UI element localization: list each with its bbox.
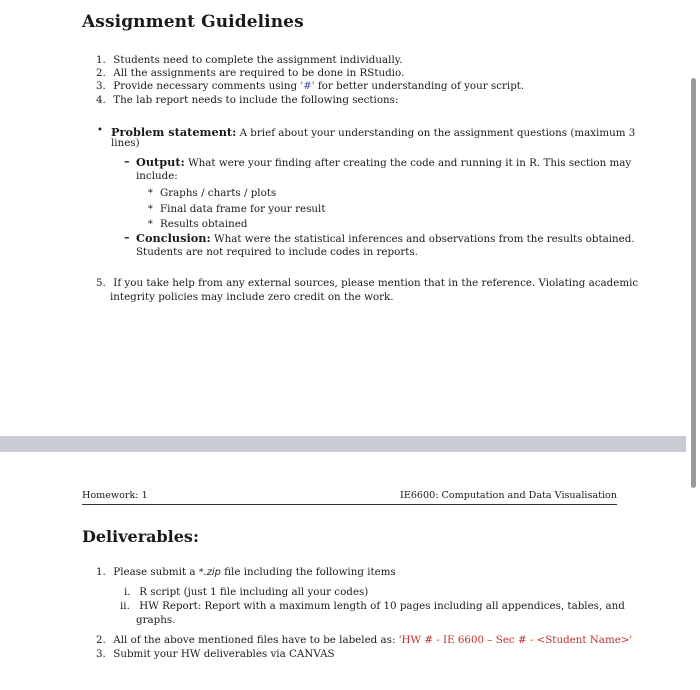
header-course: IE6600: Computation and Data Visualisation — [400, 490, 617, 501]
list-item-cont: integrity policies may include zero credit on the work. — [110, 291, 394, 303]
problem-statement-cont: lines) — [111, 137, 140, 149]
conclusion-section-cont: Students are not required to include codes in reports. — [136, 246, 418, 258]
sub-list-item-cont: graphs. — [136, 614, 176, 626]
sub-list-item: ii. HW Report: Report with a maximum length of 10 pages including all appendices, tables, and — [120, 600, 625, 612]
asterisk-icon: ∗ — [147, 186, 154, 197]
problem-statement: Problem statement: A brief about your understanding on the assignment questions (maximum 3 — [111, 125, 636, 139]
dash-icon: – — [124, 231, 130, 244]
scrollbar-thumb[interactable] — [691, 78, 696, 488]
page-separator — [0, 436, 700, 452]
page-title: Assignment Guidelines — [82, 12, 304, 32]
header-homework: Homework: 1 — [82, 490, 148, 501]
list-item: 2. All of the above mentioned files have to be labeled as: 'HW # - IE 6600 – Sec # - <Student Name>' — [96, 634, 633, 646]
output-item: Graphs / charts / plots — [160, 187, 277, 199]
output-section-cont: include: — [136, 170, 178, 182]
output-section: Output: What were your finding after creating the code and running it in R. This section may — [136, 155, 632, 169]
dash-icon: – — [124, 155, 130, 168]
asterisk-icon: ∗ — [147, 202, 154, 213]
list-item: 5. If you take help from any external sources, please mention that in the reference. Violating academic — [96, 277, 639, 289]
bullet-icon: • — [97, 125, 103, 136]
list-item: 1. Students need to complete the assignment individually. — [96, 54, 403, 66]
running-header — [82, 490, 617, 505]
list-item: 3. Provide necessary comments using '#' for better understanding of your script. — [96, 80, 525, 92]
section-title: Deliverables: — [82, 527, 199, 546]
conclusion-section: Conclusion: What were the statistical inferences and observations from the results obtained. — [136, 231, 635, 245]
output-item: Results obtained — [160, 218, 248, 230]
list-item: 4. The lab report needs to include the following sections: — [96, 94, 399, 106]
scrollbar[interactable] — [686, 0, 700, 690]
list-item: 1. Please submit a *.zip file including the following items — [96, 566, 396, 578]
list-item: 2. All the assignments are required to be done in RStudio. — [96, 67, 405, 79]
list-item: 3. Submit your HW deliverables via CANVAS — [96, 648, 335, 660]
output-item: Final data frame for your result — [160, 203, 326, 215]
asterisk-icon: ∗ — [147, 217, 154, 228]
sub-list-item: i. R script (just 1 file including all your codes) — [124, 586, 369, 598]
